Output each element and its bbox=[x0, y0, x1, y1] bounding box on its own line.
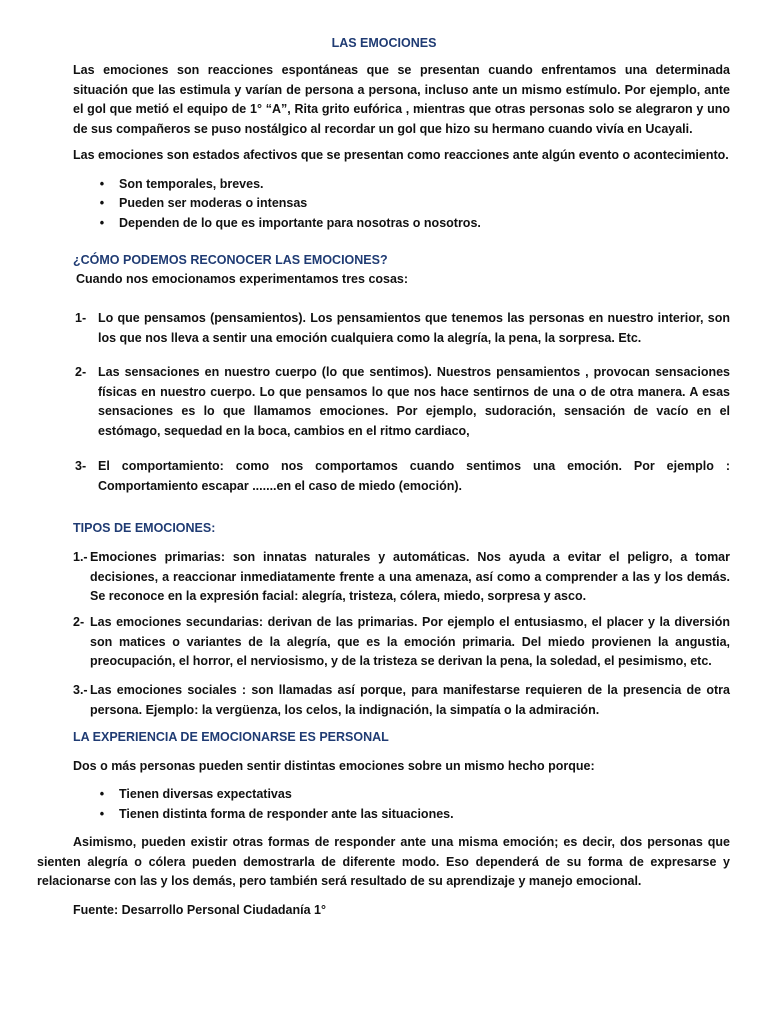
reconocer-item-1: Lo que pensamos (pensamientos). Los pensamientos que tenemos las personas en nuestro interior, son los que nos lleva a sentir una emoción cualquiera como la alegría, la pena, la sorpresa. Etc. bbox=[98, 311, 730, 345]
list-number: 3- bbox=[75, 459, 87, 473]
tipos-item-1: Emociones primarias: son innatas naturales y automáticas. Nos ayuda a evitar el peligro, a tomar decisiones, a reaccionar inmediatamente frente a una amenaza, así como a comprender a las y los demás. Se reconoce en la expresión facial: alegría, tristeza, cólera, miedo, sorpresa y asco. bbox=[90, 550, 730, 603]
section-lead-reconocer: Cuando nos emocionamos experimentamos tres cosas: bbox=[76, 272, 409, 286]
reconocer-item-2: Las sensaciones en nuestro cuerpo (lo que sentimos). Nuestros pensamientos , provocan sensaciones físicas en nuestro cuerpo. Lo que pensamos lo que nos hace sentirnos de una o de otra manera. A esas sensaciones es lo que llamamos emociones. Por ejemplo, sudoración, sensación de vacío en el estómago, sequedad en la boca, cambios en el ritmo cardiaco, bbox=[98, 365, 730, 438]
document-title: LAS EMOCIONES bbox=[331, 36, 437, 50]
list-number: 1.- bbox=[73, 550, 88, 564]
section-heading-tipos: TIPOS DE EMOCIONES: bbox=[73, 521, 216, 535]
list-number: 2- bbox=[75, 365, 87, 379]
section-heading-reconocer: ¿CÓMO PODEMOS RECONOCER LAS EMOCIONES? bbox=[73, 253, 388, 267]
bullet-icon: • bbox=[99, 807, 105, 821]
tipos-item-3: Las emociones sociales : son llamadas así porque, para manifestarse requieren de la presencia de otra persona. Ejemplo: la vergüenza, los celos, la indignación, la simpatía o la admiración. bbox=[90, 683, 730, 717]
personal-bullet-2: Tienen distinta forma de responder ante las situaciones. bbox=[119, 807, 454, 821]
personal-bullet-1: Tienen diversas expectativas bbox=[119, 787, 292, 801]
bullet-icon: • bbox=[99, 177, 105, 191]
bullet-icon: • bbox=[99, 787, 105, 801]
intro-paragraph-2: Las emociones son estados afectivos que se presentan como reacciones ante algún evento o acontecimiento. bbox=[73, 148, 729, 162]
intro-paragraph-1: Las emociones son reacciones espontáneas que se presentan cuando enfrentamos una determinada situación que las estimula y varían de persona a persona, incluso ante un mismo estímulo. Por ejemplo, ante el gol que metió el equipo de 1° “A”, Rita grito eufórica , mientras que otras personas solo se alegraron y uno de sus compañeros se puso nostálgico al recordar un gol que hizo su hermano cuando vivía en Ucayali. bbox=[73, 63, 730, 136]
intro-bullet-1: Son temporales, breves. bbox=[119, 177, 264, 191]
reconocer-item-3: El comportamiento: como nos comportamos cuando sentimos una emoción. Por ejemplo : Comportamiento escapar .......en el caso de miedo (emoción). bbox=[98, 459, 730, 493]
list-number: 3.- bbox=[73, 683, 88, 697]
intro-bullet-3: Dependen de lo que es importante para nosotras o nosotros. bbox=[119, 216, 481, 230]
bullet-icon: • bbox=[99, 196, 105, 210]
closing-paragraph: Asimismo, pueden existir otras formas de responder ante una misma emoción; es decir, dos personas que sienten alegría o cólera pueden demostrarla de diferente modo. Eso dependerá de su forma de expresarse y relacionarse con las y los demás, pero también será resultado de su aprendizaje y manejo emocional. bbox=[37, 835, 730, 888]
source-citation: Fuente: Desarrollo Personal Ciudadanía 1° bbox=[73, 903, 326, 917]
intro-bullet-2: Pueden ser moderas o intensas bbox=[119, 196, 308, 210]
list-number: 1- bbox=[75, 311, 87, 325]
section-heading-personal: LA EXPERIENCIA DE EMOCIONARSE ES PERSONAL bbox=[73, 730, 389, 744]
list-number: 2- bbox=[73, 615, 85, 629]
bullet-icon: • bbox=[99, 216, 105, 230]
section-lead-personal: Dos o más personas pueden sentir distintas emociones sobre un mismo hecho porque: bbox=[73, 759, 595, 773]
tipos-item-2: Las emociones secundarias: derivan de las primarias. Por ejemplo el entusiasmo, el placer y la diversión son matices o variantes de la alegría, que es la emoción primaria. Del miedo provienen la angustia, preocupación, el horror, el nerviosismo, y de la tristeza se derivan la pena, la soledad, el pesimismo, etc. bbox=[90, 615, 730, 668]
